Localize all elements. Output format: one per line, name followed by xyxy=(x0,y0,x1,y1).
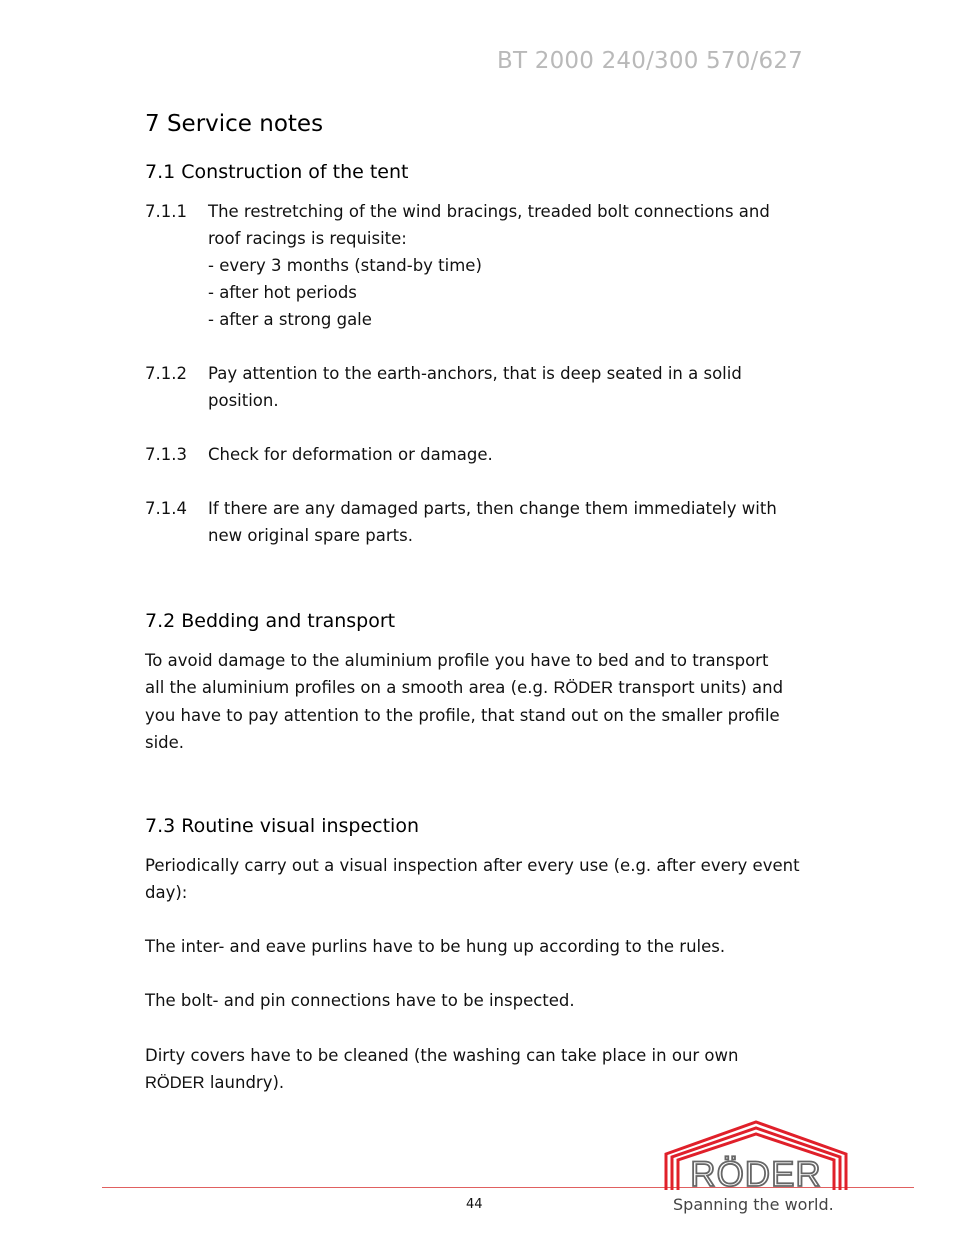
text-line: Check for deformation or damage. xyxy=(208,445,493,464)
text-line: Periodically carry out a visual inspection after every use (e.g. after every event xyxy=(145,856,800,875)
item-text xyxy=(208,441,808,468)
text-line xyxy=(145,1069,825,1097)
text-line: The bolt- and pin connections have to be inspected. xyxy=(145,991,575,1010)
text-line: you have to pay attention to the profile, that stand out on the smaller profile xyxy=(145,706,780,725)
text-line: roof racings is requisite: xyxy=(208,229,407,248)
section-title-7-3: 7.3 Routine visual inspection xyxy=(145,815,420,837)
text-line: Dirty covers have to be cleaned (the washing can take place in our own xyxy=(145,1046,739,1065)
text-line: Pay attention to the earth-anchors, that is deep seated in a solid xyxy=(208,364,742,383)
roder-logo xyxy=(660,1118,860,1198)
section-title-7-1: 7.1 Construction of the tent xyxy=(145,161,409,183)
text-line: new original spare parts. xyxy=(208,526,413,545)
text-line: position. xyxy=(208,391,279,410)
section-title-7-2: 7.2 Bedding and transport xyxy=(145,610,396,632)
section-7-3-paragraph-1 xyxy=(145,852,825,906)
company-tagline: Spanning the world. xyxy=(673,1195,834,1214)
section-7-3-paragraph-4 xyxy=(145,1042,825,1097)
text-line: day): xyxy=(145,883,188,902)
section-7-3-paragraph-2 xyxy=(145,933,825,960)
text-fragment: laundry). xyxy=(204,1073,285,1092)
section-7-3-paragraph-3 xyxy=(145,987,825,1014)
chapter-title: 7 Service notes xyxy=(145,111,324,137)
item-number: 7.1.2 xyxy=(145,364,187,383)
text-line: - every 3 months (stand-by time) xyxy=(208,256,482,275)
brand-name: RÖDER xyxy=(145,1074,205,1092)
text-line: If there are any damaged parts, then change them immediately with xyxy=(208,499,777,518)
section-7-2-paragraph xyxy=(145,647,825,756)
item-number: 7.1.3 xyxy=(145,445,187,464)
item-number: 7.1.1 xyxy=(145,202,187,221)
item-text xyxy=(208,495,808,549)
logo-wordmark: RÖDER xyxy=(690,1155,822,1194)
text-line: To avoid damage to the aluminium profile you have to bed and to transport xyxy=(145,651,769,670)
document-title: BT 2000 240/300 570/627 xyxy=(497,48,803,74)
item-text xyxy=(208,198,808,333)
text-line: - after hot periods xyxy=(208,283,357,302)
item-number: 7.1.4 xyxy=(145,499,187,518)
text-line: side. xyxy=(145,733,185,752)
text-fragment: all the aluminium profiles on a smooth area (e.g. xyxy=(145,678,554,697)
text-fragment: transport units) and xyxy=(613,678,784,697)
brand-name: RÖDER xyxy=(553,679,614,697)
text-line: The inter- and eave purlins have to be hung up according to the rules. xyxy=(145,937,726,956)
item-text xyxy=(208,360,808,414)
page-number: 44 xyxy=(466,1197,483,1212)
text-line: The restretching of the wind bracings, treaded bolt connections and xyxy=(208,202,770,221)
text-line: - after a strong gale xyxy=(208,310,372,329)
text-line xyxy=(145,674,825,702)
